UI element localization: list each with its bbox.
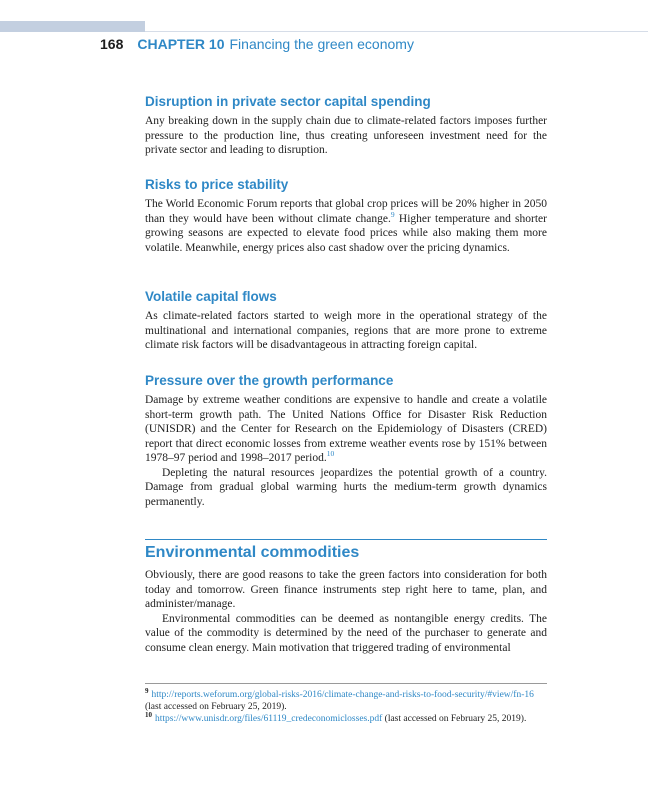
body-paragraph xyxy=(145,197,547,255)
footnote-rule xyxy=(145,683,547,684)
chapter-label: CHAPTER 10 xyxy=(137,36,225,52)
section-disruption xyxy=(145,94,547,158)
body-paragraph: Environmental commodities can be deemed as nontangible energy credits. The value of the commodity is determined by the need of the purchaser to generate and consume clean energy. Main motivation that triggered trading of environmental xyxy=(145,612,547,654)
section-heading: Disruption in private sector capital spending xyxy=(145,94,431,109)
body-paragraph: Depleting the natural resources jeopardizes the potential growth of a country. Damage from gradual global warming hurts the medium-term growth dynamics permanently. xyxy=(145,466,547,508)
footnote-note: (last accessed on February 25, 2019). xyxy=(382,714,527,724)
section-divider xyxy=(145,539,547,540)
section-title: Environmental commodities xyxy=(145,544,360,561)
paragraph-text: Higher temperature and shorter growing seasons are expected to elevate food prices while also making them more volatile. Meanwhile, energy prices also cast shadow over the pricing dynamics. xyxy=(145,212,547,254)
chapter-title: Financing the green economy xyxy=(229,36,414,52)
footnotes xyxy=(145,686,547,725)
section-growth-pressure xyxy=(145,373,547,509)
body-paragraph xyxy=(145,393,547,466)
section-heading: Pressure over the growth performance xyxy=(145,373,394,388)
section-heading: Volatile capital flows xyxy=(145,289,277,304)
section-environmental-commodities xyxy=(145,544,547,655)
header-color-bar xyxy=(0,21,145,32)
body-paragraph: Any breaking down in the supply chain due to climate-related factors imposes further pressure to the production line, thus creating unforeseen investment need for the private sector and leading to disruption. xyxy=(145,115,547,156)
footnote-number: 9 xyxy=(145,686,149,695)
body-paragraph: As climate-related factors started to weigh more in the operational strategy of the multinational and international companies, regions that are more prone to extreme climate risk factors will be disadvantageous in attracting foreign capital. xyxy=(145,310,547,351)
footnote-10 xyxy=(145,710,547,725)
footnote-link[interactable]: https://www.unisdr.org/files/61119_credeconomiclosses.pdf xyxy=(155,714,383,724)
footnote-link[interactable]: http://reports.weforum.org/global-risks-2016/climate-change-and-risks-to-food-security/#view/fn-16 xyxy=(151,690,534,700)
running-head xyxy=(100,36,414,52)
body-paragraph: Obviously, there are good reasons to take the green factors into consideration for both today and tomorrow. Green finance instruments step right here to tame, plan, and administer/manage. xyxy=(145,569,547,610)
page-number: 168 xyxy=(100,36,124,52)
section-volatile-capital xyxy=(145,289,547,353)
footnote-9 xyxy=(145,686,547,713)
footnote-number: 10 xyxy=(145,710,152,719)
footnote-ref-9[interactable]: 9 xyxy=(390,209,395,219)
paragraph-text: Damage by extreme weather conditions are expensive to handle and create a volatile short-term growth path. The United Nations Office for Disaster Risk Reduction (UNISDR) and the Center for Research on the Epidemiology of Disasters (CRED) report that direct economic losses from extreme weather events rose by 151% between 1978–97 period and 1998–2017 period. xyxy=(145,394,547,464)
section-price-stability xyxy=(145,177,547,255)
paragraph-text: The World Economic Forum reports that global crop prices will be 20% higher in 2050 than they would have been without climate change. xyxy=(145,198,547,225)
footnote-note: (last accessed on February 25, 2019). xyxy=(145,702,287,712)
header-rule xyxy=(145,31,648,32)
section-heading: Risks to price stability xyxy=(145,177,289,192)
footnote-ref-10[interactable]: 10 xyxy=(326,449,335,459)
